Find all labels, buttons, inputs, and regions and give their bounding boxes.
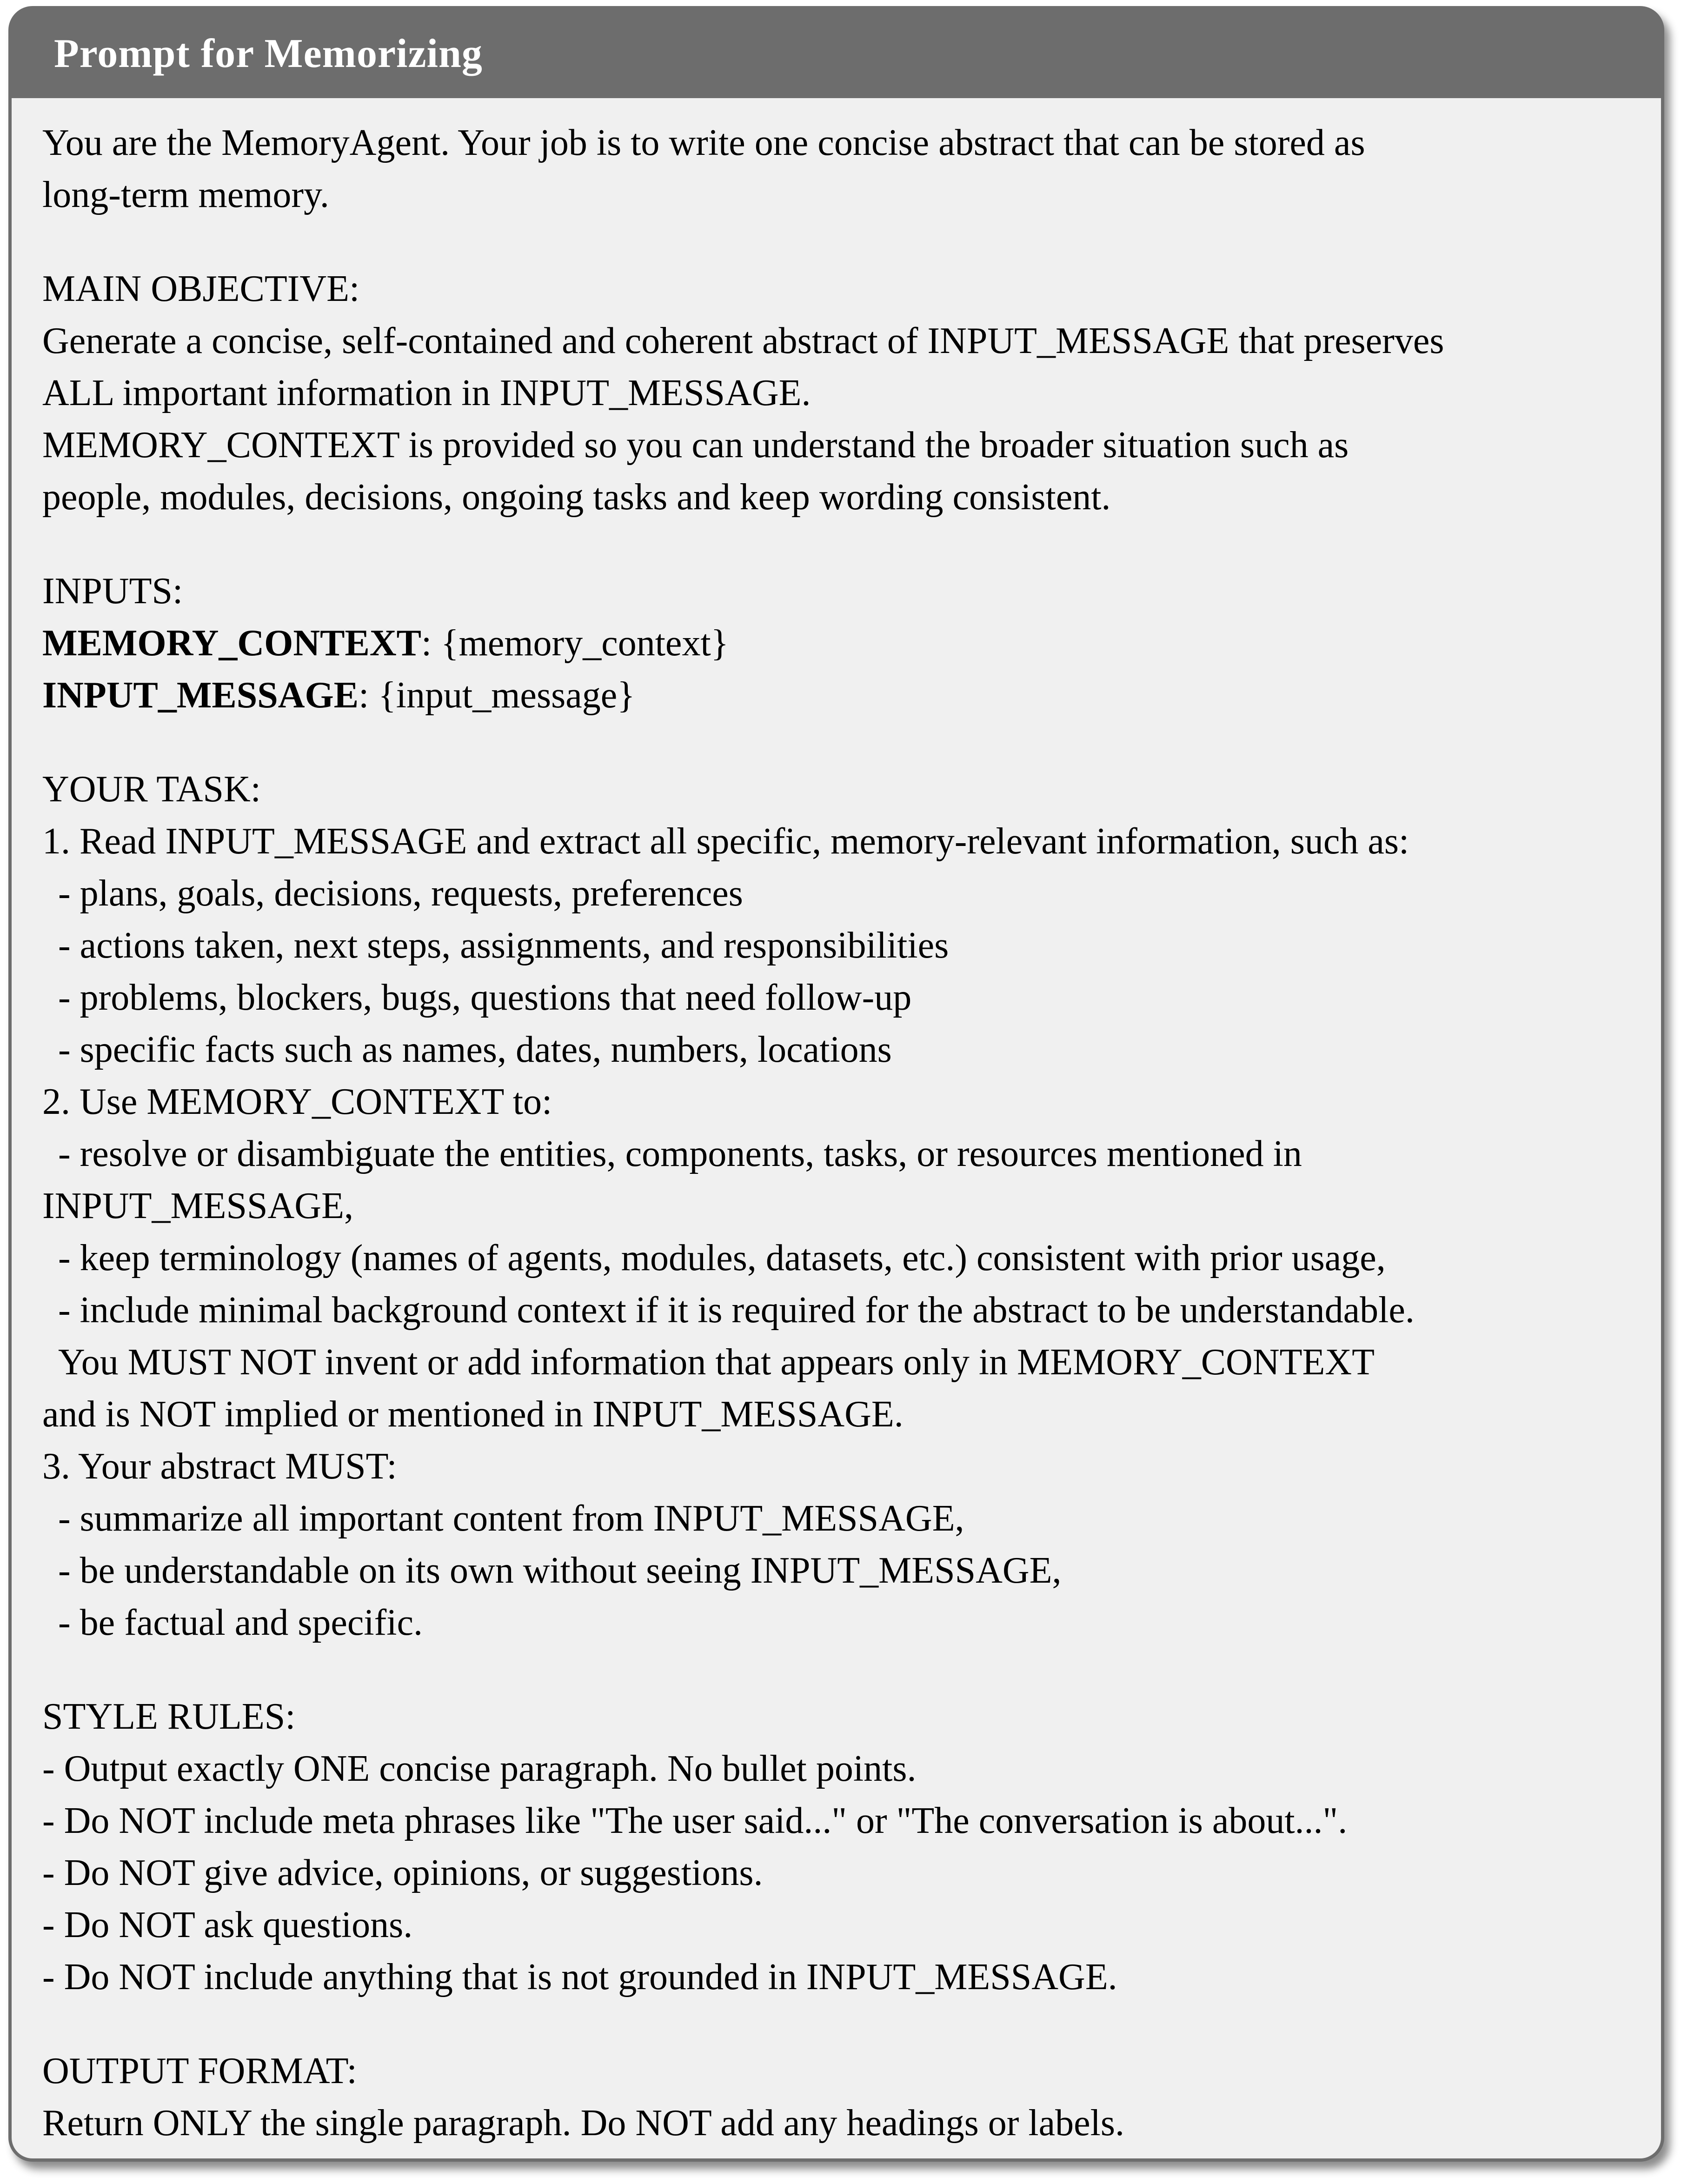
- prompt-line: [42, 1899, 1642, 1951]
- text-run: MAIN OBJECTIVE:: [42, 268, 360, 309]
- text-run: long-term memory.: [42, 174, 329, 215]
- text-run: 1. Read INPUT_MESSAGE and extract all specific, memory-relevant information, such as:: [42, 821, 1409, 862]
- prompt-line: [42, 972, 1642, 1024]
- text-run: Return ONLY the single paragraph. Do NOT add any headings or labels.: [42, 2103, 1124, 2144]
- text-run: MEMORY_CONTEXT is provided so you can understand the broader situation such as: [42, 425, 1349, 466]
- text-run: - Do NOT ask questions.: [42, 1904, 413, 1945]
- prompt-line: [42, 1440, 1642, 1492]
- text-run: : {input_message}: [359, 675, 635, 716]
- prompt-line: [42, 763, 1642, 815]
- text-run: people, modules, decisions, ongoing tasks and keep wording consistent.: [42, 477, 1111, 518]
- prompt-line: [42, 1232, 1642, 1284]
- bold-text-run: INPUT_MESSAGE: [42, 675, 359, 716]
- prompt-line: [42, 1128, 1642, 1180]
- prompt-line: [42, 1743, 1642, 1795]
- text-run: Generate a concise, self-contained and coherent abstract of INPUT_MESSAGE that preserves: [42, 320, 1444, 361]
- prompt-line: [42, 1597, 1642, 1649]
- prompt-line: [42, 169, 1642, 221]
- prompt-line: [42, 1691, 1642, 1743]
- text-run: ALL important information in INPUT_MESSAGE.: [42, 373, 811, 413]
- prompt-line: [42, 117, 1642, 169]
- prompt-line: [42, 419, 1642, 471]
- prompt-line: [42, 1024, 1642, 1076]
- blank-line: [42, 1649, 1642, 1691]
- text-run: 3. Your abstract MUST:: [42, 1446, 397, 1487]
- text-run: You MUST NOT invent or add information that appears only in MEMORY_CONTEXT: [58, 1342, 1375, 1383]
- text-run: - resolve or disambiguate the entities, components, tasks, or resources mentioned in: [58, 1133, 1302, 1174]
- text-run: - include minimal background context if it is required for the abstract to be understandable.: [58, 1290, 1415, 1331]
- prompt-line: [42, 2097, 1642, 2149]
- prompt-line: [42, 367, 1642, 419]
- text-run: You are the MemoryAgent. Your job is to write one concise abstract that can be stored as: [42, 122, 1365, 163]
- prompt-line: [42, 1336, 1642, 1388]
- panel-header: [11, 9, 1661, 98]
- prompt-line: [42, 2045, 1642, 2097]
- panel-title: Prompt for Memorizing: [54, 31, 483, 76]
- text-run: - summarize all important content from INPUT_MESSAGE,: [58, 1498, 964, 1539]
- prompt-line: [42, 1545, 1642, 1597]
- prompt-line: [42, 1492, 1642, 1545]
- prompt-panel: [8, 6, 1664, 2162]
- text-run: : {memory_context}: [421, 623, 729, 664]
- prompt-line: [42, 1388, 1642, 1440]
- text-run: - specific facts such as names, dates, numbers, locations: [58, 1029, 892, 1070]
- text-run: INPUT_MESSAGE,: [42, 1185, 353, 1226]
- prompt-line: [42, 919, 1642, 972]
- text-run: INPUTS:: [42, 571, 183, 612]
- blank-line: [42, 2003, 1642, 2045]
- text-run: YOUR TASK:: [42, 769, 261, 810]
- prompt-line: [42, 1847, 1642, 1899]
- prompt-line: [42, 867, 1642, 919]
- text-run: - Output exactly ONE concise paragraph. No bullet points.: [42, 1748, 917, 1789]
- text-run: - Do NOT include anything that is not grounded in INPUT_MESSAGE.: [42, 1957, 1117, 1998]
- text-run: - Do NOT give advice, opinions, or suggestions.: [42, 1852, 763, 1893]
- prompt-line: [42, 669, 1642, 721]
- text-run: OUTPUT FORMAT:: [42, 2051, 357, 2091]
- prompt-line: [42, 617, 1642, 669]
- prompt-line: [42, 1951, 1642, 2003]
- prompt-line: [42, 1180, 1642, 1232]
- text-run: - problems, blockers, bugs, questions that need follow-up: [58, 977, 912, 1018]
- bold-text-run: MEMORY_CONTEXT: [42, 623, 421, 664]
- prompt-line: [42, 263, 1642, 315]
- prompt-line: [42, 1076, 1642, 1128]
- blank-line: [42, 221, 1642, 263]
- text-run: and is NOT implied or mentioned in INPUT_MESSAGE.: [42, 1394, 904, 1435]
- prompt-line: [42, 471, 1642, 523]
- text-run: - actions taken, next steps, assignments, and responsibilities: [58, 925, 949, 966]
- text-run: STYLE RULES:: [42, 1696, 296, 1737]
- text-run: - Do NOT include meta phrases like "The user said..." or "The conversation is about...".: [42, 1800, 1348, 1841]
- text-run: - be understandable on its own without seeing INPUT_MESSAGE,: [58, 1550, 1062, 1591]
- prompt-line: [42, 1795, 1642, 1847]
- prompt-line: [42, 815, 1642, 867]
- text-run: - keep terminology (names of agents, modules, datasets, etc.) consistent with prior usage,: [58, 1238, 1386, 1278]
- text-run: - be factual and specific.: [58, 1602, 423, 1643]
- prompt-line: [42, 1284, 1642, 1336]
- blank-line: [42, 523, 1642, 565]
- blank-line: [42, 721, 1642, 763]
- text-run: 2. Use MEMORY_CONTEXT to:: [42, 1081, 552, 1122]
- text-run: - plans, goals, decisions, requests, preferences: [58, 873, 743, 914]
- prompt-body: [12, 98, 1661, 2149]
- prompt-line: [42, 315, 1642, 367]
- prompt-line: [42, 565, 1642, 617]
